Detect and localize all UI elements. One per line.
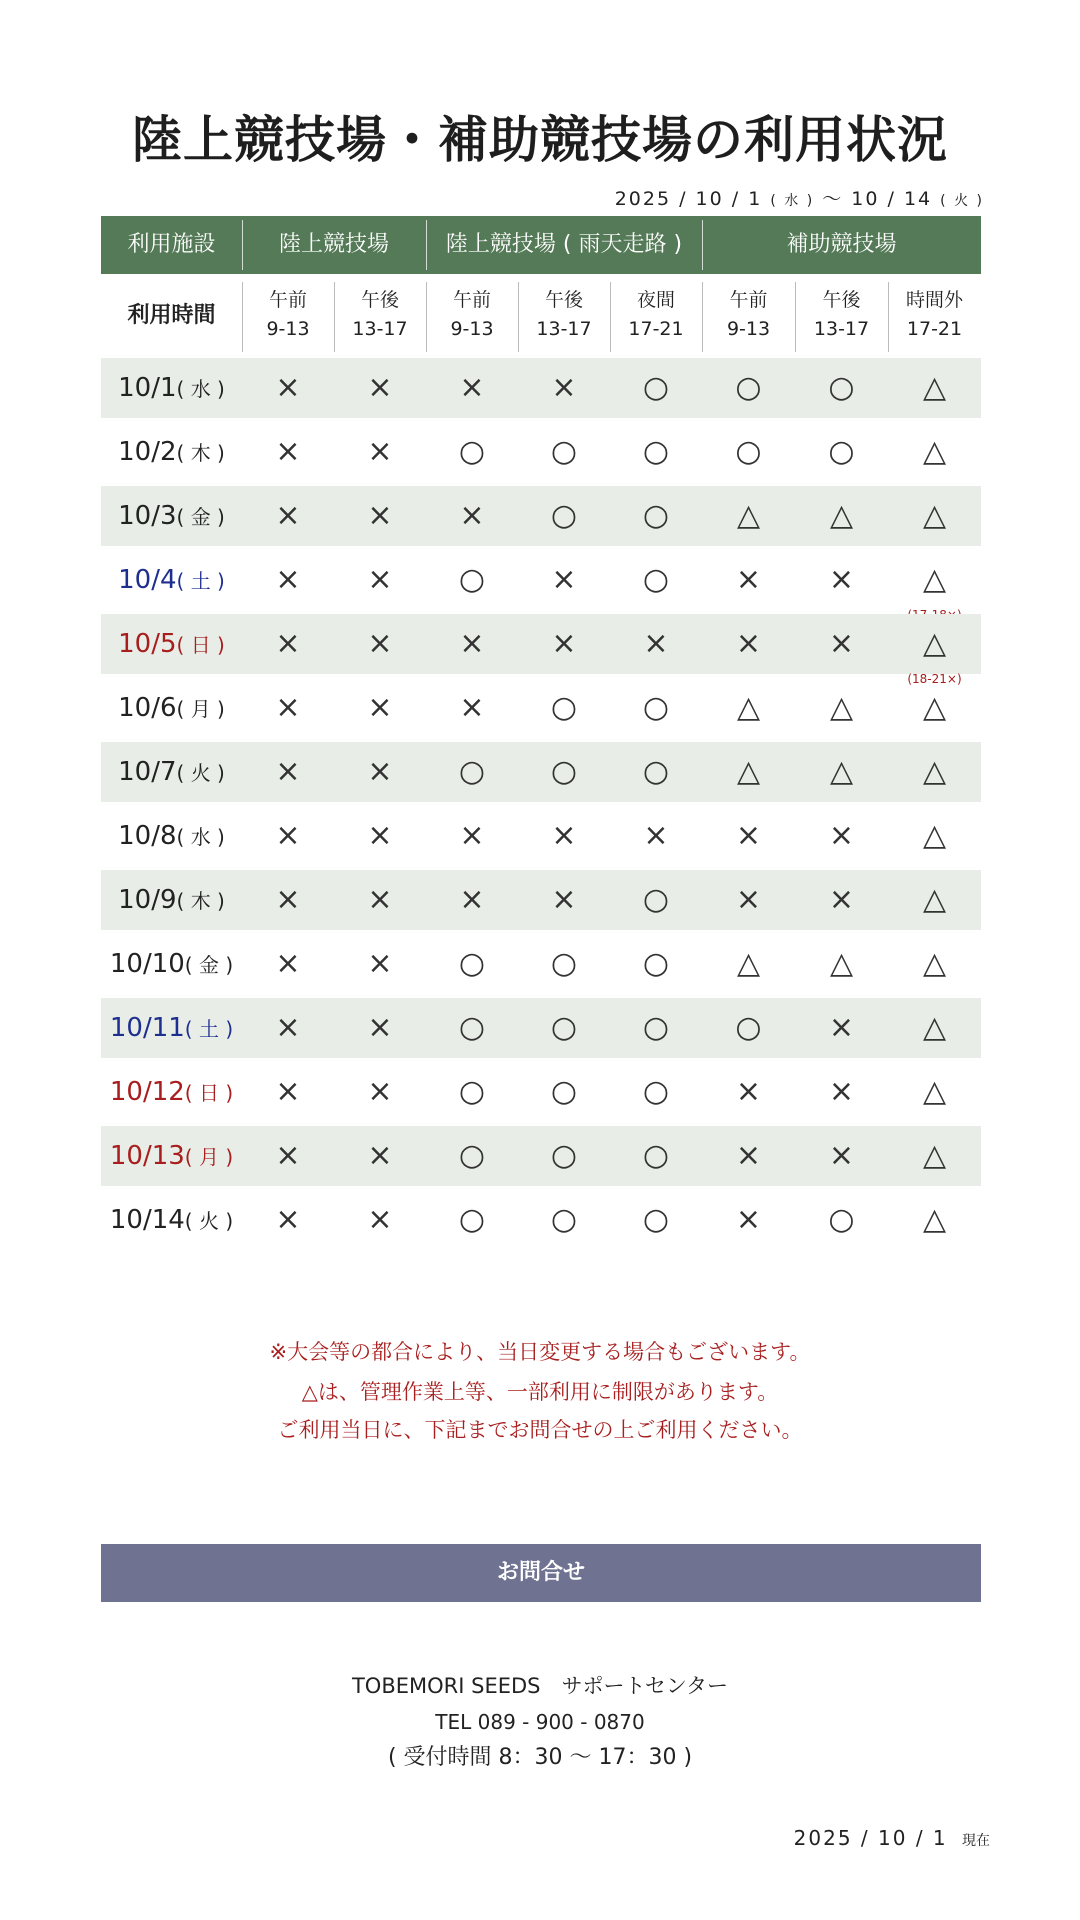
availability-mark: ○ — [458, 946, 486, 981]
availability-mark: × — [551, 818, 577, 853]
date-value: 10/4 — [118, 565, 177, 595]
row-date — [101, 742, 242, 802]
date-value: 10/5 — [118, 629, 177, 659]
availability-mark: × — [275, 626, 301, 661]
period-range — [615, 184, 984, 211]
availability-mark: ○ — [550, 1138, 578, 1173]
availability-mark: ○ — [550, 754, 578, 789]
day-of-week: ( 水 ) — [176, 825, 225, 849]
availability-mark: × — [828, 1010, 855, 1045]
date-value: 10/14 — [109, 1205, 185, 1235]
group-track: 陸上競技場 — [278, 232, 389, 257]
availability-mark: × — [828, 562, 855, 597]
availability-mark: × — [275, 562, 301, 597]
period-start-day: ( 水 ) — [770, 193, 815, 209]
availability-mark: △ — [922, 434, 947, 469]
availability-mark: ○ — [458, 1010, 486, 1045]
time-slot-range: 13-17 — [536, 318, 592, 340]
time-slot-name: 午前 — [729, 289, 768, 311]
date-value: 10/13 — [109, 1141, 185, 1171]
facility-label: 利用施設 — [127, 232, 216, 257]
table-row — [101, 934, 981, 994]
date-value: 10/11 — [109, 1013, 185, 1043]
availability-mark: × — [367, 946, 393, 981]
table-row — [101, 1190, 981, 1250]
as-of-value: 2025 / 10 / 1 — [793, 1826, 948, 1850]
table-row — [101, 422, 981, 482]
time-slot-header — [795, 280, 888, 352]
availability-mark: △ — [922, 818, 947, 853]
day-of-week: ( 金 ) — [176, 505, 225, 529]
restriction-note: (18-21×) — [907, 672, 962, 686]
availability-mark: × — [367, 754, 393, 789]
day-of-week: ( 土 ) — [176, 569, 225, 593]
availability-mark: × — [275, 434, 301, 469]
table-row — [101, 998, 981, 1058]
day-of-week: ( 金 ) — [184, 953, 234, 977]
availability-mark: ○ — [828, 370, 855, 405]
availability-mark: △ — [922, 498, 947, 533]
availability-mark: × — [275, 818, 301, 853]
date-value: 10/12 — [109, 1077, 185, 1107]
availability-mark: × — [367, 818, 393, 853]
row-date — [101, 806, 242, 866]
availability-mark: × — [735, 818, 762, 853]
time-slot-range: 17-21 — [628, 318, 684, 340]
table-row — [101, 806, 981, 866]
row-date — [101, 934, 242, 994]
availability-mark: × — [459, 818, 485, 853]
time-slot-range: 9-13 — [726, 318, 771, 340]
row-date — [101, 358, 242, 418]
availability-mark: △ — [922, 562, 947, 597]
table-row — [101, 1126, 981, 1186]
availability-mark: △ — [922, 1074, 947, 1109]
day-of-week: ( 月 ) — [176, 697, 225, 721]
availability-mark: ○ — [642, 1202, 670, 1237]
notice-line-3: ご利用当日に、下記までお問合せの上ご利用ください。 — [277, 1418, 803, 1442]
availability-mark: × — [275, 1138, 301, 1173]
availability-mark: ○ — [458, 1074, 486, 1109]
availability-mark: × — [367, 1074, 393, 1109]
availability-mark: × — [643, 818, 669, 853]
time-slot-name: 夜間 — [636, 289, 675, 311]
row-date — [101, 550, 242, 610]
table-row — [101, 614, 981, 686]
group-auxiliary: 補助競技場 — [786, 232, 897, 257]
availability-mark: ○ — [642, 434, 670, 469]
availability-mark: × — [275, 946, 301, 981]
reception-hours: ( 受付時間 8：30 〜 17：30 ) — [387, 1745, 693, 1770]
availability-mark: △ — [922, 754, 947, 789]
phone-number: TEL 089 - 900 - 0870 — [435, 1710, 645, 1734]
availability-mark: × — [367, 370, 393, 405]
availability-mark: ○ — [458, 1138, 486, 1173]
availability-mark: × — [551, 370, 577, 405]
availability-mark: × — [735, 882, 762, 917]
company-name: TOBEMORI SEEDS サポートセンター — [351, 1674, 729, 1698]
table-row — [101, 358, 981, 418]
availability-mark: × — [828, 818, 855, 853]
table-row — [101, 550, 981, 610]
table-row — [101, 742, 981, 802]
availability-mark: × — [551, 562, 577, 597]
notice-line-2: △は、管理作業上等、一部利用に制限があります。 — [301, 1380, 779, 1404]
availability-mark: ○ — [550, 1202, 578, 1237]
time-slot-name: 時間外 — [905, 289, 963, 311]
period-separator: 〜 — [822, 188, 844, 210]
notice-line-1: ※大会等の都合により、当日変更する場合もございます。 — [269, 1340, 811, 1364]
availability-mark: × — [367, 882, 393, 917]
availability-mark: △ — [736, 946, 761, 981]
availability-mark: ○ — [550, 946, 578, 981]
availability-mark: ○ — [642, 1138, 670, 1173]
availability-mark: △ — [922, 690, 947, 725]
day-of-week: ( 火 ) — [184, 1209, 234, 1233]
day-of-week: ( 日 ) — [184, 1081, 234, 1105]
availability-mark: × — [459, 370, 485, 405]
availability-mark: × — [735, 1074, 762, 1109]
availability-mark: ○ — [642, 1010, 670, 1045]
availability-mark: × — [459, 626, 485, 661]
as-of-date — [794, 1826, 990, 1850]
table-row — [101, 1062, 981, 1122]
time-slot-range: 13-17 — [813, 318, 870, 340]
availability-mark: ○ — [735, 370, 762, 405]
availability-mark: × — [367, 562, 393, 597]
availability-mark: × — [367, 434, 393, 469]
availability-mark: × — [735, 1202, 762, 1237]
time-slot-range: 9-13 — [450, 318, 494, 340]
date-value: 10/6 — [118, 693, 177, 723]
row-date — [101, 486, 242, 546]
availability-mark: × — [551, 882, 577, 917]
row-date — [101, 1126, 242, 1186]
time-slot-range: 17-21 — [906, 318, 963, 340]
row-date — [101, 1190, 242, 1250]
availability-mark: × — [367, 626, 393, 661]
time-slot-header — [518, 280, 610, 352]
availability-mark: × — [275, 1202, 301, 1237]
availability-mark: ○ — [642, 370, 670, 405]
availability-mark: △ — [829, 690, 854, 725]
availability-mark: × — [828, 1138, 855, 1173]
group-rain-track: 陸上競技場 ( 雨天走路 ) — [445, 232, 683, 257]
availability-mark: × — [459, 690, 485, 725]
day-of-week: ( 木 ) — [176, 441, 225, 465]
availability-mark: ○ — [458, 754, 486, 789]
availability-mark: △ — [736, 690, 761, 725]
day-of-week: ( 水 ) — [176, 377, 225, 401]
availability-mark: × — [367, 690, 393, 725]
contact-heading: お問合せ — [101, 1544, 981, 1602]
row-date — [101, 870, 242, 930]
time-header-row — [101, 274, 981, 358]
time-slot-range: 9-13 — [266, 318, 310, 340]
availability-mark: × — [275, 754, 301, 789]
availability-mark: × — [367, 1202, 393, 1237]
availability-mark: △ — [922, 626, 947, 661]
availability-mark: ○ — [550, 434, 578, 469]
availability-mark: × — [275, 1010, 301, 1045]
availability-mark: × — [459, 882, 485, 917]
availability-mark: ○ — [458, 434, 486, 469]
availability-mark: △ — [922, 946, 947, 981]
date-value: 10/10 — [109, 949, 185, 979]
row-date — [101, 998, 242, 1058]
date-value: 10/2 — [118, 437, 177, 467]
time-slot-name: 午後 — [360, 289, 399, 311]
availability-mark: △ — [736, 754, 761, 789]
availability-mark: △ — [922, 1202, 947, 1237]
availability-mark: △ — [922, 1010, 947, 1045]
availability-mark: ○ — [828, 1202, 855, 1237]
row-date — [101, 1062, 242, 1122]
availability-mark: ○ — [642, 946, 670, 981]
availability-mark: △ — [922, 370, 947, 405]
period-end: 10 / 14 — [851, 188, 933, 210]
availability-mark: × — [275, 690, 301, 725]
availability-mark: × — [551, 626, 577, 661]
row-date — [101, 422, 242, 482]
availability-mark: × — [275, 370, 301, 405]
time-slot-header — [334, 280, 426, 352]
availability-mark: ○ — [642, 562, 670, 597]
time-slot-range: 13-17 — [352, 318, 408, 340]
date-value: 10/8 — [118, 821, 177, 851]
availability-mark: △ — [829, 498, 854, 533]
availability-mark: ○ — [458, 1202, 486, 1237]
availability-mark: ○ — [642, 754, 670, 789]
availability-mark: ○ — [642, 882, 670, 917]
availability-mark: × — [828, 626, 855, 661]
facility-header-row — [101, 216, 981, 274]
as-of-label: 現在 — [962, 1833, 990, 1849]
time-slot-name: 午後 — [822, 289, 861, 311]
day-of-week: ( 土 ) — [184, 1017, 234, 1041]
row-date — [101, 614, 242, 674]
availability-mark: × — [275, 498, 301, 533]
time-slot-header — [610, 280, 702, 352]
availability-mark: △ — [922, 882, 947, 917]
availability-mark: × — [459, 498, 485, 533]
availability-mark: ○ — [550, 1010, 578, 1045]
period-start: 2025 / 10 / 1 — [614, 188, 763, 210]
availability-mark: ○ — [642, 690, 670, 725]
availability-mark: ○ — [642, 498, 670, 533]
date-value: 10/9 — [118, 885, 177, 915]
availability-mark: × — [643, 626, 669, 661]
time-slot-header — [242, 280, 334, 352]
table-row — [101, 678, 981, 738]
availability-mark: ○ — [550, 498, 578, 533]
day-of-week: ( 月 ) — [184, 1145, 234, 1169]
availability-mark: △ — [829, 754, 854, 789]
availability-mark: △ — [829, 946, 854, 981]
availability-mark: × — [367, 498, 393, 533]
availability-mark: △ — [736, 498, 761, 533]
day-of-week: ( 火 ) — [176, 761, 225, 785]
availability-mark: ○ — [735, 434, 762, 469]
date-value: 10/1 — [118, 373, 177, 403]
time-label: 利用時間 — [127, 303, 216, 328]
availability-mark: ○ — [735, 1010, 762, 1045]
day-of-week: ( 木 ) — [176, 889, 225, 913]
availability-mark: ○ — [550, 1074, 578, 1109]
day-of-week: ( 日 ) — [176, 633, 225, 657]
date-value: 10/7 — [118, 757, 177, 787]
availability-mark: △ — [922, 1138, 947, 1173]
table-row — [101, 486, 981, 546]
period-end-day: ( 火 ) — [940, 193, 984, 209]
time-slot-name: 午前 — [268, 289, 307, 311]
availability-mark: × — [828, 1074, 855, 1109]
time-slot-name: 午前 — [452, 289, 491, 311]
availability-mark: × — [735, 562, 762, 597]
row-date — [101, 678, 242, 738]
availability-mark: × — [828, 882, 855, 917]
time-slot-header — [888, 280, 981, 352]
availability-mark: × — [367, 1138, 393, 1173]
availability-mark: × — [367, 1010, 393, 1045]
availability-mark: ○ — [458, 562, 486, 597]
availability-mark: ○ — [550, 690, 578, 725]
availability-mark: × — [275, 882, 301, 917]
availability-mark: ○ — [828, 434, 855, 469]
date-value: 10/3 — [118, 501, 177, 531]
availability-mark: × — [735, 1138, 762, 1173]
table-row — [101, 870, 981, 930]
availability-mark: × — [735, 626, 762, 661]
page-title: 陸上競技場・補助競技場の利用状況 — [132, 111, 948, 169]
time-slot-header — [702, 280, 795, 352]
availability-mark: × — [275, 1074, 301, 1109]
availability-mark: ○ — [642, 1074, 670, 1109]
time-slot-name: 午後 — [544, 289, 583, 311]
time-slot-header — [426, 280, 518, 352]
